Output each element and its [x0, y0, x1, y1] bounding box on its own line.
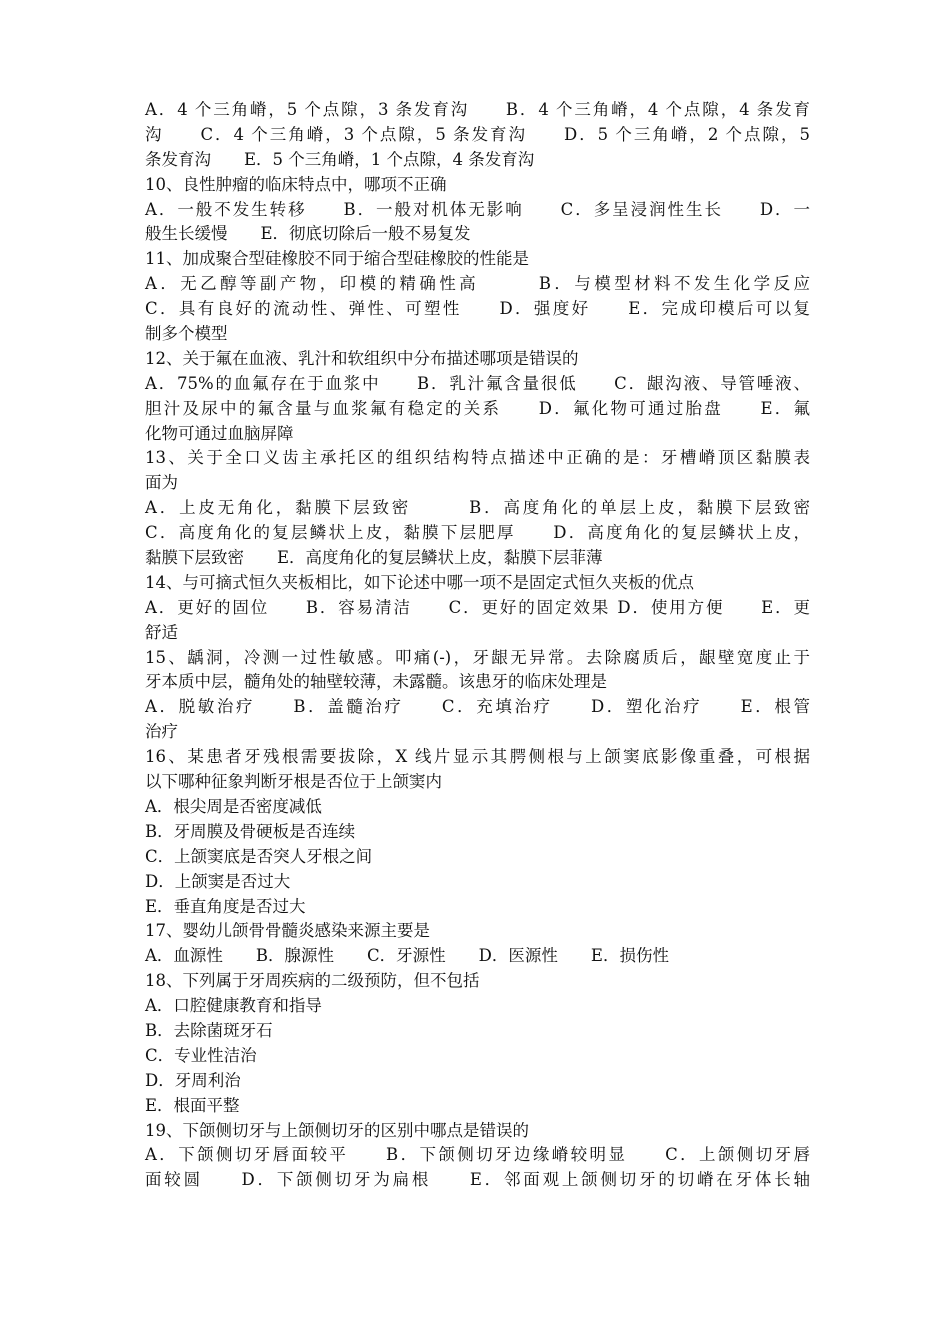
text-line: A．一般不发生转移 B．一般对机体无影响 C．多呈浸润性生长 D．一 [145, 199, 810, 219]
text-line: D．牙周利治 [145, 1070, 241, 1090]
text-line: B．去除菌斑牙石 [145, 1020, 273, 1040]
text-line: 牙本质中层，髓角处的轴壁较薄，未露髓。该患牙的临床处理是 [145, 672, 607, 692]
text-line: A．下颌侧切牙唇面较平 B．下颌侧切牙边缘嵴较明显 C．上颌侧切牙唇 [145, 1145, 810, 1165]
text-line: 般生长缓慢 E．彻底切除后一般不易复发 [145, 224, 471, 244]
text-line: A．根尖周是否密度减低 [145, 796, 322, 816]
text-line: A．上皮无角化，黏膜下层致密 B．高度角化的单层上皮，黏膜下层致密 [145, 498, 810, 518]
text-line: B．牙周膜及骨硬板是否连续 [145, 821, 356, 841]
text-line: 15、龋洞，冷测一过性敏感。叩痛(-)，牙龈无异常。去除腐质后，龈壁宽度止于 [145, 647, 810, 667]
text-line: C．具有良好的流动性、弹性、可塑性 D．强度好 E．完成印模后可以复 [145, 299, 810, 319]
text-line: C．高度角化的复层鳞状上皮，黏膜下层肥厚 D．高度角化的复层鳞状上皮， [145, 523, 810, 543]
text-line: 16、某患者牙残根需要拔除，X 线片显示其腭侧根与上颌窦底影像重叠，可根据 [145, 747, 810, 767]
text-line: C．专业性洁治 [145, 1045, 257, 1065]
text-line: E．垂直角度是否过大 [145, 896, 306, 916]
text-line: C．上颌窦底是否突人牙根之间 [145, 846, 373, 866]
text-line: 制多个模型 [145, 324, 228, 344]
text-line: 面为 [145, 473, 178, 493]
text-line: A．血源性 B．腺源性 C．牙源性 D．医源性 E．损伤性 [145, 946, 669, 966]
text-line: 19、下颌侧切牙与上颌侧切牙的区别中哪点是错误的 [145, 1120, 529, 1140]
text-line: 面较圆 D．下颌侧切牙为扁根 E．邻面观上颌侧切牙的切嵴在牙体长轴 [145, 1170, 810, 1190]
text-line: 化物可通过血脑屏障 [145, 423, 294, 443]
text-line: 条发育沟 E．5 个三角嵴，1 个点隙，4 条发育沟 [145, 149, 535, 169]
text-line: 10、良性肿瘤的临床特点中，哪项不正确 [145, 174, 447, 194]
text-line: E．根面平整 [145, 1095, 240, 1115]
text-line: 沟 C．4 个三角嵴，3 个点隙，5 条发育沟 D．5 个三角嵴，2 个点隙，5 [145, 124, 810, 144]
text-line: 11、加成聚合型硅橡胶不同于缩合型硅橡胶的性能是 [145, 249, 529, 269]
text-line: A．4 个三角嵴，5 个点隙，3 条发育沟 B．4 个三角嵴，4 个点隙，4 条发育 [145, 100, 810, 119]
text-line: 18、下列属于牙周疾病的二级预防，但不包括 [145, 971, 480, 991]
text-line: 12、关于氟在血液、乳汁和软组织中分布描述哪项是错误的 [145, 348, 579, 368]
text-line: 舒适 [145, 622, 178, 642]
text-line: 治疗 [145, 722, 178, 742]
text-line: A．无乙醇等副产物，印模的精确性高 B．与模型材料不发生化学反应 [145, 274, 810, 294]
document-page [145, 98, 810, 1193]
text-line: 胆汁及尿中的氟含量与血浆氟有稳定的关系 D．氟化物可通过胎盘 E．氟 [145, 398, 810, 418]
text-line: 黏膜下层致密 E．高度角化的复层鳞状上皮，黏膜下层菲薄 [145, 548, 603, 568]
text-line: 17、婴幼儿颌骨骨髓炎感染来源主要是 [145, 921, 430, 941]
text-line: D．上颌窦是否过大 [145, 871, 291, 891]
text-line: 14、与可摘式恒久夹板相比，如下论述中哪一项不是固定式恒久夹板的优点 [145, 572, 694, 592]
text-line: 13、关于全口义齿主承托区的组织结构特点描述中正确的是：牙槽嵴顶区黏膜表 [145, 448, 810, 468]
text-line: A．更好的固位 B．容易清洁 C．更好的固定效果 D．使用方便 E．更 [145, 597, 810, 617]
text-line: A．75%的血氟存在于血浆中 B．乳汁氟含量很低 C．龈沟液、导管唾液、 [145, 373, 810, 393]
text-line: 以下哪种征象判断牙根是否位于上颌窦内 [145, 772, 442, 792]
text-line: A．脱敏治疗 B．盖髓治疗 C．充填治疗 D．塑化治疗 E．根管 [145, 697, 810, 717]
text-line: A．口腔健康教育和指导 [145, 996, 322, 1016]
